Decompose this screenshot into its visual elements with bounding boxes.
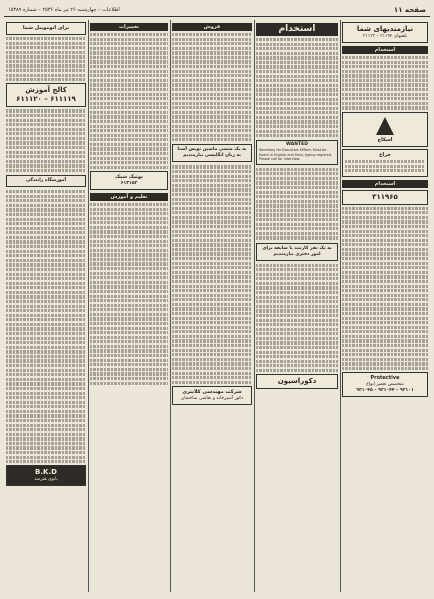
classified-text-block [90, 33, 168, 169]
column-3 [172, 20, 252, 592]
ad-title: برای اتوموبیل شما [22, 25, 70, 31]
classified-text-block [6, 37, 86, 81]
classified-text-block [342, 56, 428, 110]
section-heading: فروش [172, 23, 252, 31]
classified-text-block [6, 109, 86, 172]
ad-title: اسکاچ [377, 136, 393, 143]
english-ad-body: Secretary for Executive Officer. Must be fluent in English and Farsi, typing required. Please call for interview. [259, 147, 332, 162]
page-header [4, 4, 430, 17]
column-rule [254, 20, 255, 592]
column-2 [256, 20, 338, 592]
ad-title: بوتیک شیک [115, 173, 143, 180]
ad-subtitle: متخصص تعمیر انواع [366, 382, 404, 388]
ad-title: نیازمندیهای شما [356, 25, 414, 33]
english-ad [256, 140, 338, 164]
classified-text-block [342, 207, 428, 370]
column-5 [6, 20, 86, 592]
logo-ad [342, 112, 428, 147]
bkd-ad [6, 465, 86, 486]
driving-school-box: آموزشگاه رانندگی [6, 175, 86, 187]
notice-box: به یک منشی ماشین نویس آشنا به زبان انگلیسی نیازمندیم [172, 144, 252, 162]
ad-title: چراغ [379, 151, 391, 158]
ad-subtitle: بانوی هنرمند [34, 477, 58, 483]
column-4 [90, 20, 168, 592]
classified-text-block [6, 190, 86, 463]
ad-title: B.K.D [35, 468, 57, 477]
repair-ad [342, 372, 428, 397]
page-number: صفحه ۱۱ [393, 6, 426, 14]
college-ad [6, 83, 86, 107]
ad-phone: ۹۲۱۰۱ – ۹۲۱۰۴۴ – ۹۲۱۰۴۵ [356, 388, 414, 394]
classified-office-ad [342, 22, 428, 43]
classified-text-block [172, 33, 252, 141]
section-heading: تعمیرات [90, 23, 168, 31]
classified-text-block [256, 264, 338, 372]
triangle-logo-icon [376, 117, 394, 135]
ad-phone: ۶۱۱۱۱۹ – ۶۱۱۱۲۰ [16, 95, 76, 104]
column-rule [170, 20, 171, 592]
ad-subtitle: دکور آشپزخانه و نقاشی ساختمان [180, 395, 244, 401]
column-rule [88, 20, 89, 592]
section-heading: استخدام [256, 23, 338, 36]
column-rule [340, 20, 341, 592]
classified-text-block [90, 203, 168, 385]
ad-title: دکوراسیون [277, 377, 317, 386]
ad-phone: ۶۱۳۱۵۳ [120, 180, 138, 186]
classified-text-block [256, 168, 338, 240]
column-1 [342, 20, 428, 592]
section-heading: استخدام [342, 180, 428, 188]
english-ad-title: WANTED [286, 142, 308, 148]
ad-title: Protective [370, 375, 400, 382]
newspaper-page [4, 4, 430, 595]
section-heading: تعلیم و آموزش [90, 193, 168, 201]
engineering-ad [172, 386, 252, 405]
auto-ad [6, 22, 86, 35]
classified-text-block [172, 165, 252, 383]
lamp-ad [342, 149, 428, 177]
classified-text-block [256, 38, 338, 137]
ad-title: شرکت مهندسی کلانتری [182, 388, 242, 395]
ad-phone: ۳۱۱۹۶۵ [372, 192, 398, 201]
ad-phone: تلفنهای ۳۱۱۹۲ – ۳۱۱۳۳ [362, 34, 408, 39]
dateline: اطلاعات – چهارشنبه ۲۶ تیر ماه ۲۵۳۶ – شماره ۱۵۳۸۹ [8, 7, 120, 13]
notice-box: به یک نفر کارمند با سابقه برای امور دفتری نیازمندیم [256, 243, 338, 261]
boutique-ad [90, 171, 168, 190]
decor-ad [256, 374, 338, 389]
phone-ad [342, 190, 428, 205]
section-heading: استخدام [342, 46, 428, 54]
ad-title: کالج آموزش [25, 86, 67, 95]
